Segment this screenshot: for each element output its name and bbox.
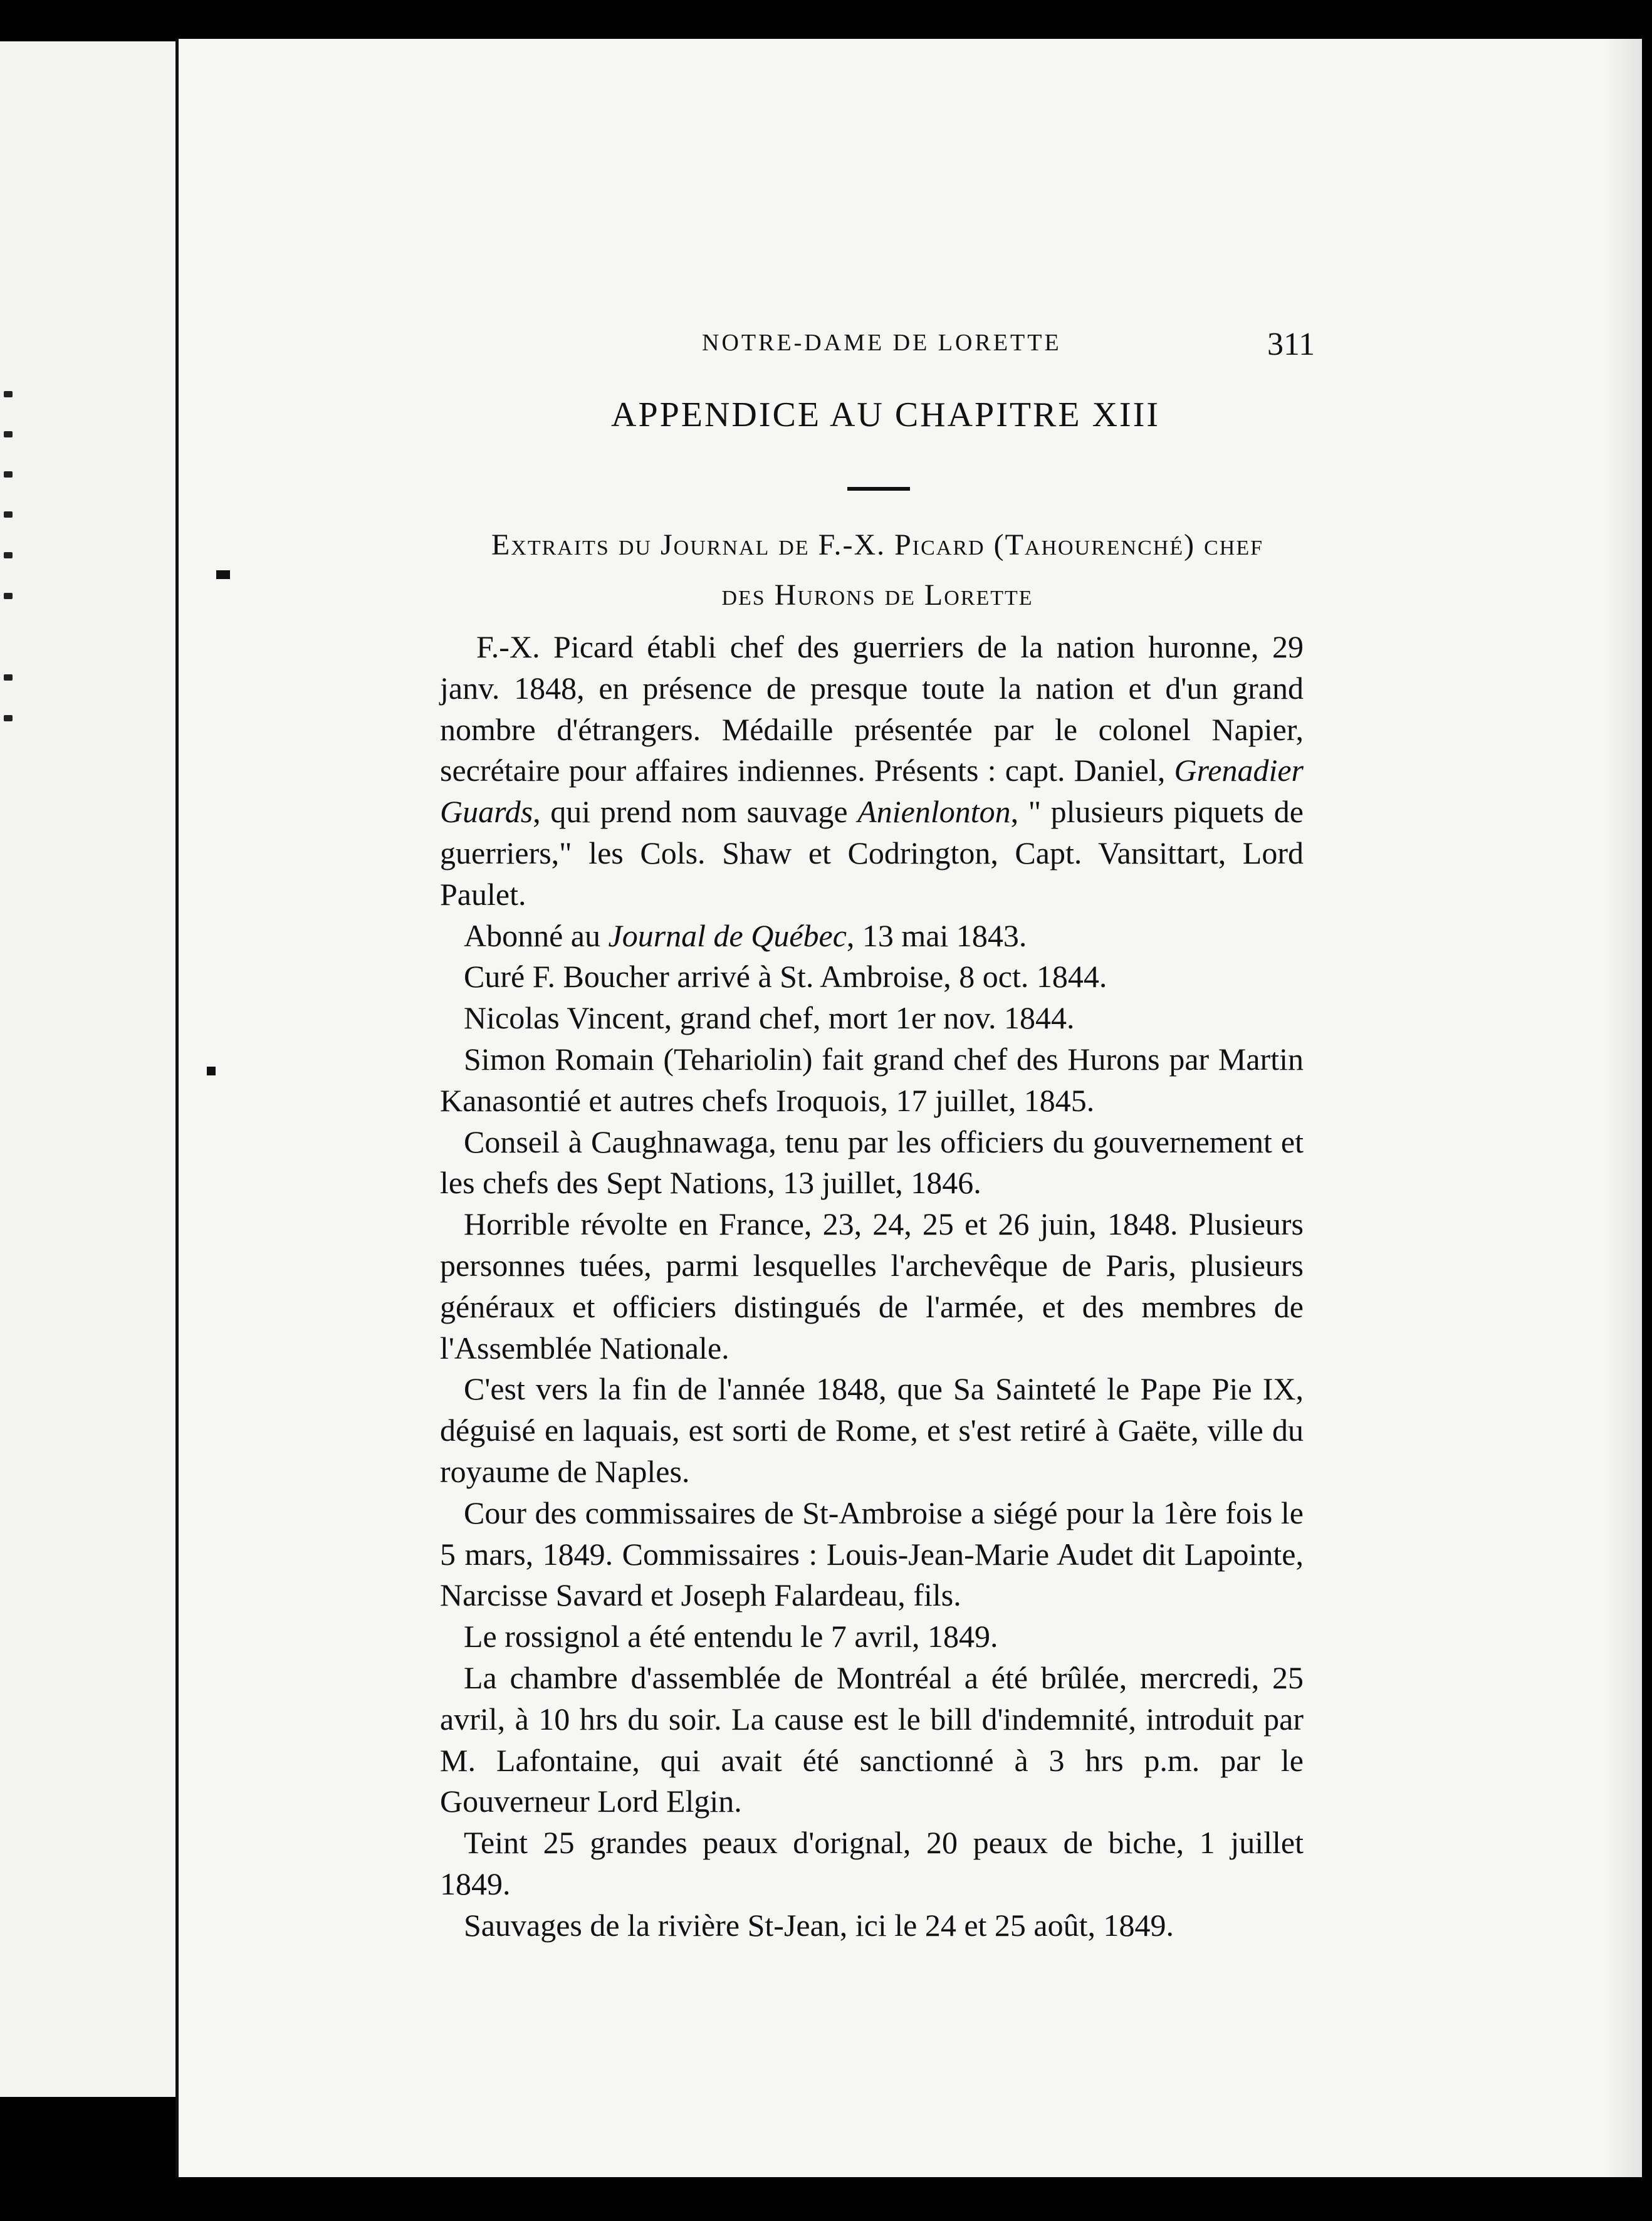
spine-mark <box>216 570 230 579</box>
spine-mark <box>207 1067 216 1075</box>
entry-paragraph: La chambre d'assemblée de Montréal a été brûlée, mercredi, 25 avril, à 10 hrs du soir. La cause est le bill d'indemnité, introduit par M. Lafontaine, qui avait été sanctionné à 3 hrs p.m. par le Gouverneur Lord Elgin. <box>440 1659 1304 1819</box>
entry-paragraph: F.-X. Picard établi chef des guerriers de la nation huronne, 29 janv. 1848, en présence de presque toute la nation et d'un grand nombre d'étrangers. Médaille présentée par le colonel Napier, secrétaire pour affaires indiennes. Présents : capt. Daniel, Grenadier Guards, qui prend nom sauvage Anienlonton, " plusieurs piquets de guerriers," les Cols. Shaw et Codrington, Capt. Vansittart, Lord Paulet. <box>440 629 1304 912</box>
italic-term: Journal de Québec <box>608 917 847 953</box>
entry-paragraph: C'est vers la fin de l'année 1848, que Sa Sainteté le Pape Pie IX, déguisé en laquais, est sorti de Rome, et s'est retiré à Gaëte, ville du royaume de Naples. <box>440 1371 1304 1489</box>
entry-paragraph: Sauvages de la rivière St-Jean, ici le 24 et 25 août, 1849. <box>464 1907 1174 1943</box>
entry-paragraph: Simon Romain (Tehariolin) fait grand chef des Hurons par Martin Kanasontié et autres chefs Iroquois, 17 juillet, 1845. <box>440 1041 1304 1118</box>
extract-heading-line-1: Extraits du Journal de F.-X. Picard (Tahourenché) chef <box>491 528 1264 562</box>
entry-paragraph: Teint 25 grandes peaux d'orignal, 20 peaux de biche, 1 juillet 1849. <box>440 1825 1304 1901</box>
entry-paragraph: Curé F. Boucher arrivé à St. Ambroise, 8 oct. 1844. <box>464 959 1107 995</box>
extract-heading-line-2: des Hurons de Lorette <box>721 578 1033 612</box>
extract-heading <box>439 520 1316 620</box>
appendix-title: APPENDICE AU CHAPITRE XIII <box>611 395 1160 434</box>
title-divider <box>847 487 910 491</box>
facing-page-letter-fragment <box>4 552 13 558</box>
facing-page-letter-fragment <box>4 674 13 681</box>
journal-entries <box>440 627 1304 1947</box>
running-head: NOTRE-DAME DE LORETTE <box>702 330 1062 356</box>
page-shadow <box>1604 39 1642 2177</box>
page-number: 311 <box>1267 327 1315 362</box>
facing-page-letter-fragment <box>4 715 13 721</box>
entry-paragraph: Cour des commissaires de St-Ambroise a siégé pour la 1ère fois le 5 mars, 1849. Commissaires : Louis-Jean-Marie Audet dit Lapointe, Narcisse Savard et Joseph Falardeau, fils. <box>440 1495 1304 1613</box>
entry-paragraph: Nicolas Vincent, grand chef, mort 1er nov. 1844. <box>464 1000 1075 1036</box>
entry-paragraph: Conseil à Caughnawaga, tenu par les officiers du gouvernement et les chefs des Sept Nations, 13 juillet, 1846. <box>440 1124 1304 1201</box>
facing-page-letter-fragment <box>4 593 13 599</box>
italic-term: Grenadier Guards <box>440 753 1304 830</box>
facing-page-letter-fragment <box>4 471 13 478</box>
facing-page-letter-fragment <box>4 511 13 518</box>
italic-term: Anienlonton <box>857 794 1011 830</box>
entry-paragraph: Horrible révolte en France, 23, 24, 25 et 26 juin, 1848. Plusieurs personnes tuées, parmi lesquelles l'archevêque de Paris, plusieurs généraux et officiers distingués de l'armée, et des membres de l'Assemblée Nationale. <box>440 1206 1304 1366</box>
entry-paragraph: Abonné au Journal de Québec, 13 mai 1843. <box>464 917 1027 953</box>
entry-paragraph: Le rossignol a été entendu le 7 avril, 1849. <box>464 1619 998 1654</box>
